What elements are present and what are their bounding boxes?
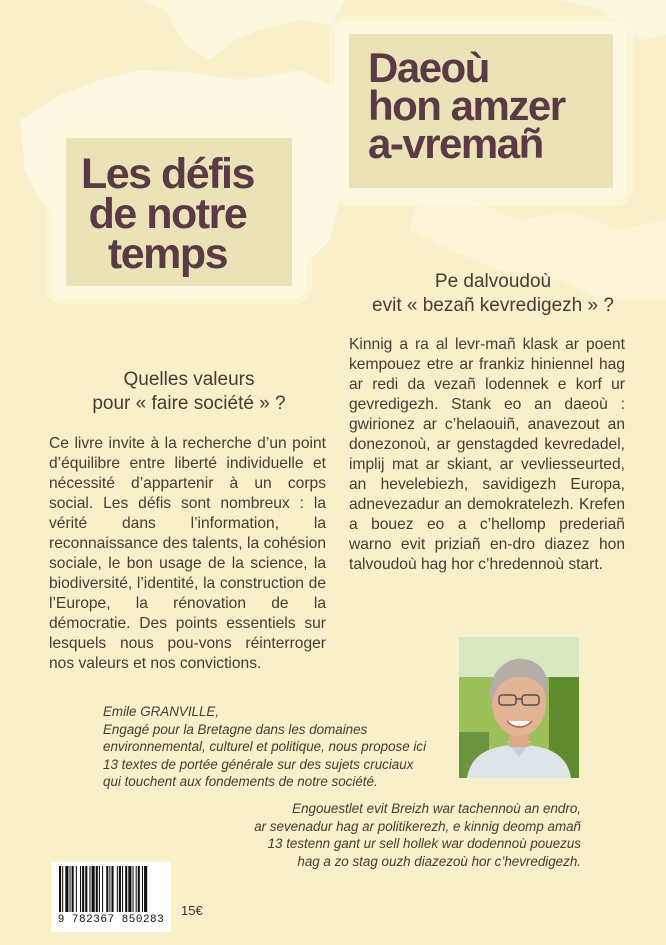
author-photo bbox=[459, 637, 579, 778]
french-subtitle-line-2: pour « faire société » ? bbox=[92, 393, 286, 414]
breton-title-line-1: Daeoù bbox=[368, 44, 489, 91]
author-bio-line-4: qui touchent aux fondements de notre société. bbox=[103, 774, 378, 789]
price-label: 15€ bbox=[181, 903, 203, 918]
breton-subtitle bbox=[350, 270, 636, 318]
author-bio-breton bbox=[240, 800, 581, 870]
author-bio-breton-line-3: 13 testenn gant ur sell hollek war dodennoù pouezus bbox=[267, 836, 581, 851]
breton-title-line-3: a-vremañ bbox=[368, 120, 543, 167]
french-title bbox=[81, 150, 254, 278]
breton-subtitle-line-2: evit « bezañ kevredigezh » ? bbox=[372, 295, 614, 316]
isbn-number: 9 782367 850283 bbox=[57, 914, 165, 926]
breton-title bbox=[368, 44, 565, 167]
barcode-bars bbox=[51, 862, 171, 916]
french-body: Ce livre invite à la recherche d’un point d’équilibre entre liberté individuelle et nécessité d’appartenir à un corps social. Les défis sont nombreux : la vérité dans l’information, la reconnaissance des talents, la cohésion sociale, le bon usage de la science, la biodiversité, l’identité, la construction de l’Europe, la rénovation de la démocratie. Des points essentiels sur lesquels nous pou-vons réinterroger nos valeurs et nos convictions. bbox=[49, 435, 326, 672]
breton-subtitle-line-1: Pe dalvoudoù bbox=[434, 271, 552, 292]
breton-title-line-2: hon amzer bbox=[368, 82, 565, 129]
french-title-line-1: Les défis bbox=[81, 150, 254, 198]
french-title-line-2: de notre bbox=[88, 190, 247, 238]
author-bio-breton-line-1: Engouestlet evit Breizh war tachennoù an endro, bbox=[292, 801, 581, 816]
author-bio-french bbox=[103, 703, 426, 791]
isbn-barcode bbox=[51, 862, 171, 932]
author-bio-line-3: 13 textes de portée générale sur des sujets cruciaux bbox=[103, 756, 414, 772]
author-bio-line-1: Engagé pour la Bretagne dans les domaines bbox=[103, 721, 368, 737]
french-subtitle-line-1: Quelles valeurs bbox=[123, 369, 255, 390]
author-bio-line-2: environnemental, culturel et politique, nous propose ici bbox=[103, 739, 427, 754]
french-title-line-3: temps bbox=[107, 230, 228, 278]
french-subtitle bbox=[50, 368, 328, 416]
breton-body: Kinnig a ra al levr-mañ klask ar poent kempouez etre ar frankiz hiniennel hag ar redi da vezañ lodennek e korf ur gevredigezh. Stank eo an daeoù : gwirionez ar c’helaouiñ, anavezout an donezonoù, ar genstagded kevredadel, implij mat ar skiant, ar vevliesseurted, an hevelebiezh, savidigezh Europa, adnevezadur an demokratelezh. Krefen a bouez eo a c’hellomp prederiañ warno evit priziañ en-dro diazez hon talvoudoù hag hor c’hredennoù start. bbox=[349, 336, 625, 573]
author-name: Emile GRANVILLE, bbox=[103, 704, 220, 719]
author-bio-breton-line-4: hag a zo stag ouzh diazezoù hor c’hevredigezh. bbox=[297, 853, 581, 869]
author-bio-breton-line-2: ar sevenadur hag ar politikerezh, e kinnig deomp amañ bbox=[254, 818, 581, 834]
